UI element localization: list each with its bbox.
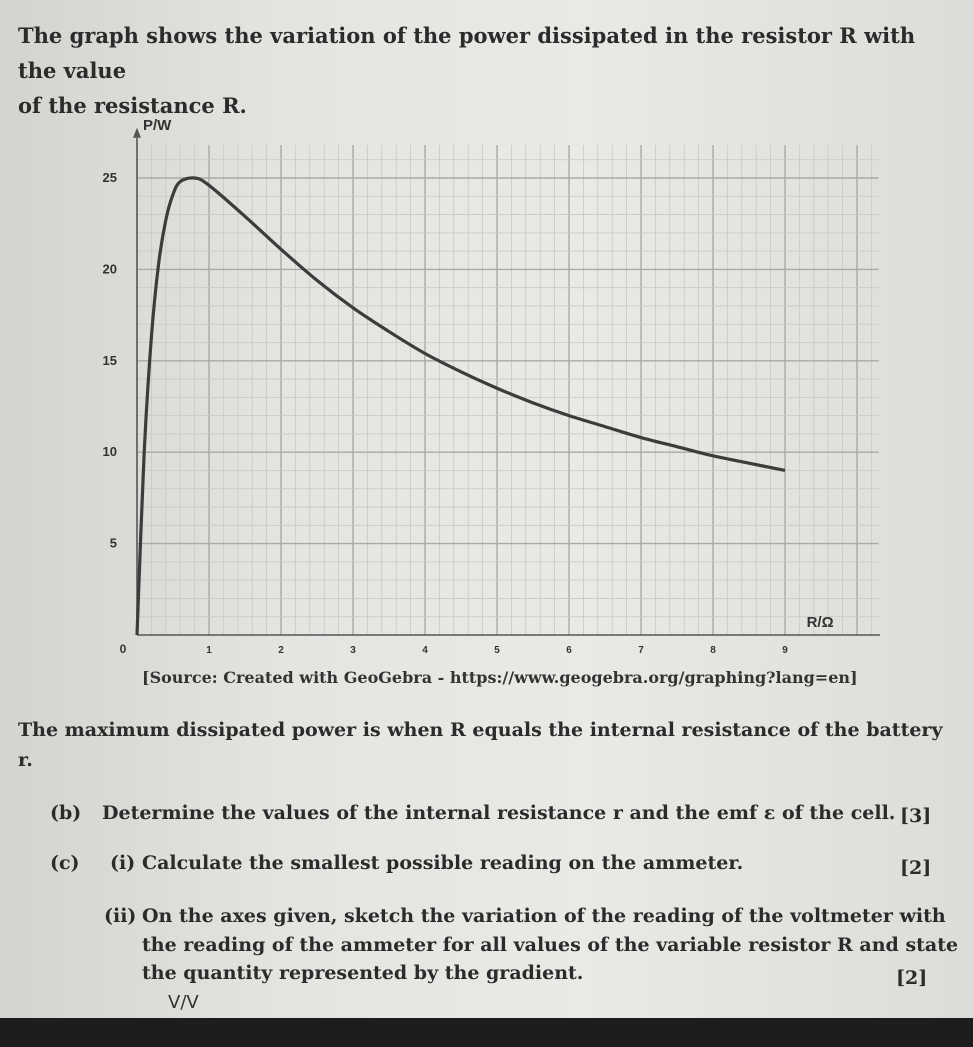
x-tick-label: 1 bbox=[206, 645, 212, 656]
x-tick-label: 2 bbox=[278, 645, 284, 656]
statement-line-2: r. bbox=[18, 749, 33, 771]
x-tick-label: 0 bbox=[119, 642, 127, 656]
power-curve bbox=[137, 178, 785, 635]
y-axis-arrow bbox=[133, 128, 141, 138]
intro-line-2: of the resistance R. bbox=[18, 93, 247, 118]
question-c-ii-marks: [2] bbox=[896, 967, 928, 989]
question-c-i-marks: [2] bbox=[900, 857, 932, 879]
y-tick-label: 10 bbox=[102, 444, 117, 460]
question-c-label: (c) bbox=[50, 852, 80, 874]
x-tick-label: 9 bbox=[782, 645, 788, 656]
statement-line-1: The maximum dissipated power is when R equals the internal resistance of the battery bbox=[18, 719, 943, 741]
y-tick-label: 20 bbox=[102, 261, 117, 277]
screen-bottom-edge bbox=[0, 1018, 973, 1047]
x-tick-label: 6 bbox=[566, 645, 572, 656]
x-tick-label: 8 bbox=[710, 645, 716, 656]
y-tick-label: 15 bbox=[102, 352, 117, 368]
question-c-i-label: (i) bbox=[110, 852, 136, 874]
x-tick-label: 5 bbox=[494, 645, 500, 656]
x-tick-label: 3 bbox=[350, 645, 356, 656]
question-b-text: Determine the values of the internal resistance r and the emf ε of the cell. bbox=[102, 802, 896, 824]
y-tick-label: 25 bbox=[102, 170, 117, 185]
question-b-label: (b) bbox=[50, 802, 82, 824]
question-c-ii-line-1: On the axes given, sketch the variation of the reading of the voltmeter with bbox=[142, 905, 946, 927]
question-c-ii-line-2: the reading of the ammeter for all values of the variable resistor R and state bbox=[142, 934, 959, 956]
source-caption: [Source: Created with GeoGebra - https://www.geogebra.org/graphing?lang=en] bbox=[142, 668, 858, 687]
next-axis-label: V/V bbox=[168, 992, 199, 1013]
question-c-i-text: Calculate the smallest possible reading on the ammeter. bbox=[142, 852, 744, 874]
y-axis-label: P/W bbox=[143, 116, 172, 134]
x-axis-label: R/Ω bbox=[806, 614, 834, 631]
question-c-ii-label: (ii) bbox=[104, 905, 137, 927]
intro-paragraph bbox=[18, 18, 958, 123]
question-b-marks: [3] bbox=[900, 805, 932, 827]
x-tick-label: 4 bbox=[422, 645, 428, 656]
power-resistance-chart bbox=[80, 110, 880, 670]
y-tick-label: 5 bbox=[109, 535, 117, 551]
question-c-ii-line-3: the quantity represented by the gradient. bbox=[142, 962, 584, 984]
x-tick-label: 7 bbox=[638, 645, 644, 656]
intro-line-1: The graph shows the variation of the power dissipated in the resistor R with the value bbox=[18, 23, 916, 83]
